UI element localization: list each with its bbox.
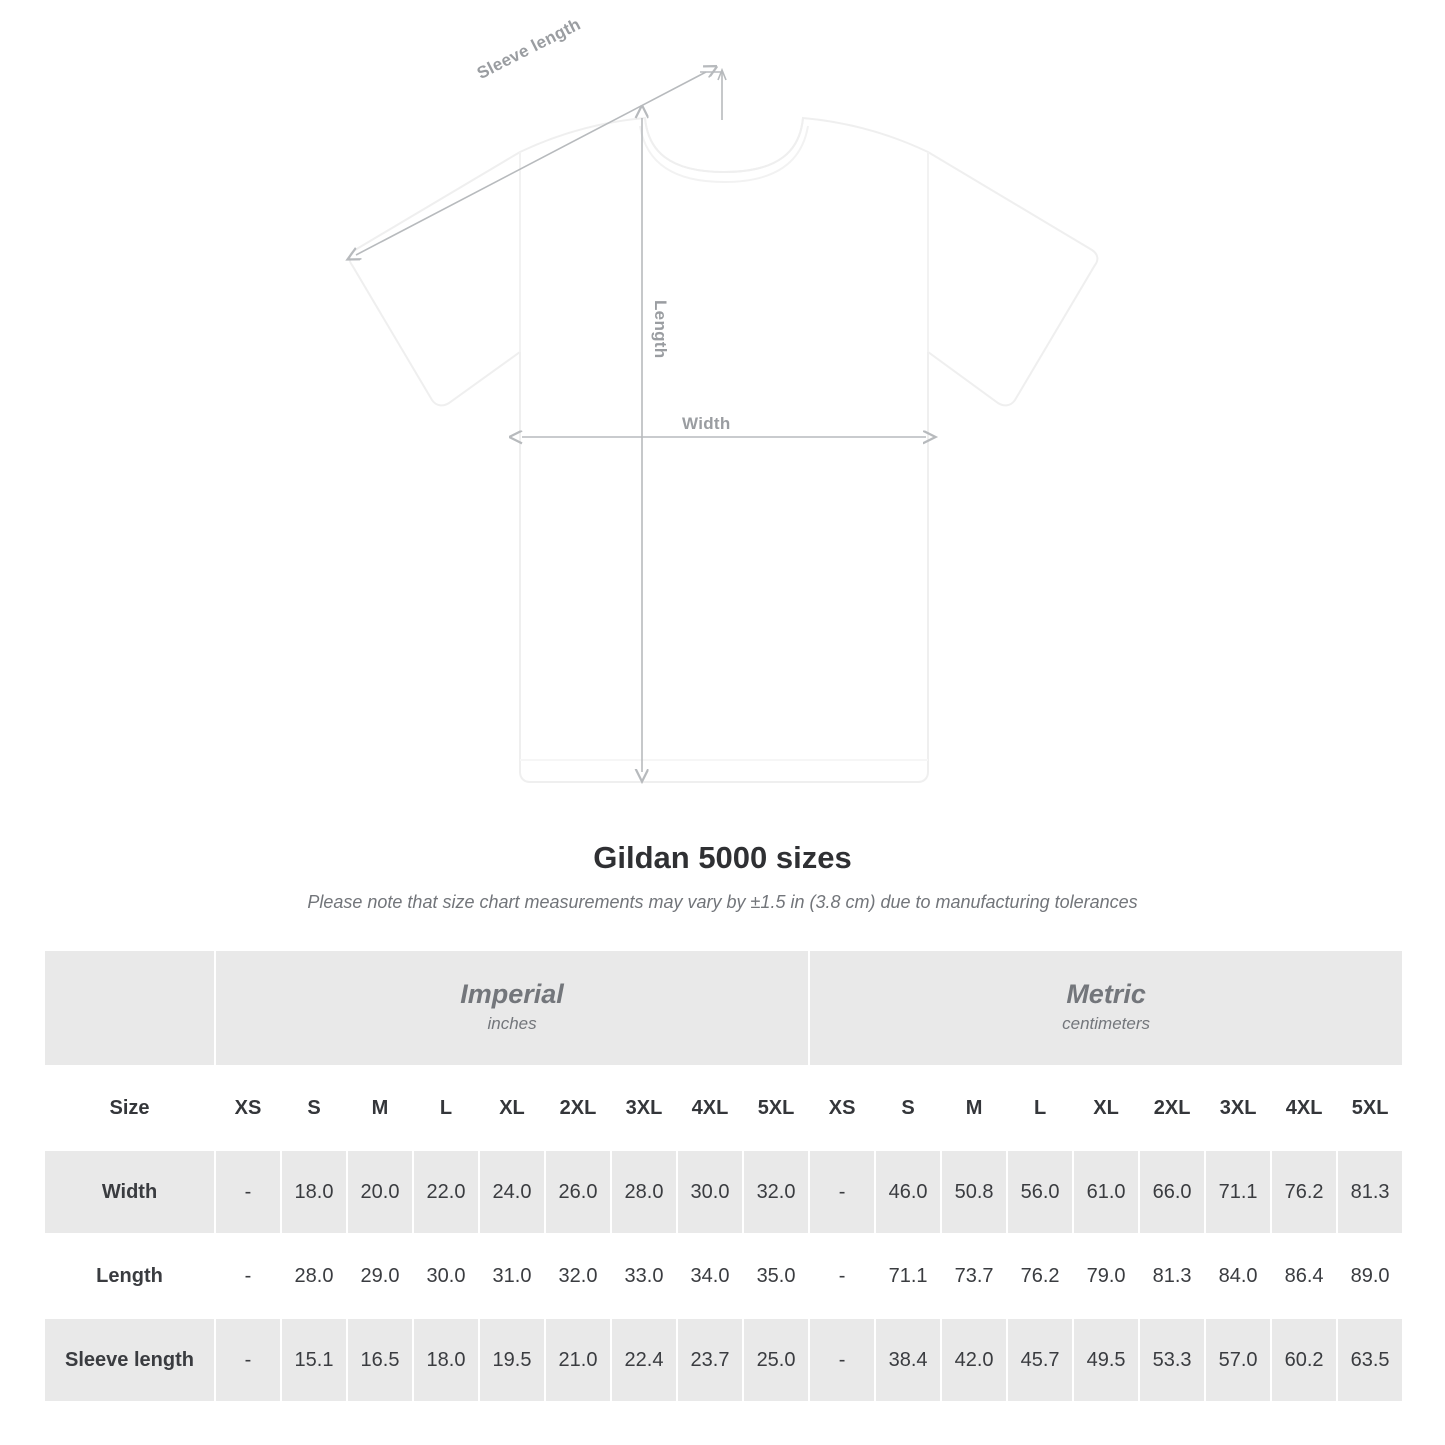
table-row [44,1318,1403,1402]
unit-header-imperial [215,950,809,1066]
cell-sleeve-imp-s: 15.1 [281,1318,347,1402]
cell-width-met-s: 46.0 [875,1150,941,1234]
cell-sleeve-met-2xl: 53.3 [1139,1318,1205,1402]
size-header-imp-m: M [347,1066,413,1150]
cell-width-imp-m: 20.0 [347,1150,413,1234]
unit-sub-imperial: inches [487,1013,537,1033]
cell-length-imp-5xl: 35.0 [743,1234,809,1318]
cell-width-met-2xl: 66.0 [1139,1150,1205,1234]
cell-length-imp-m: 29.0 [347,1234,413,1318]
size-header-met-m: M [941,1066,1007,1150]
size-header-label: Size [44,1066,215,1150]
title-block [0,840,1445,913]
size-header-met-3xl: 3XL [1205,1066,1271,1150]
size-header-imp-s: S [281,1066,347,1150]
size-header-imp-5xl: 5XL [743,1066,809,1150]
cell-length-imp-l: 30.0 [413,1234,479,1318]
cell-width-imp-s: 18.0 [281,1150,347,1234]
cell-length-imp-4xl: 34.0 [677,1234,743,1318]
cell-length-met-2xl: 81.3 [1139,1234,1205,1318]
page-title: Gildan 5000 sizes [593,840,852,875]
cell-sleeve-met-xl: 49.5 [1073,1318,1139,1402]
cell-width-met-xl: 61.0 [1073,1150,1139,1234]
cell-sleeve-imp-2xl: 21.0 [545,1318,611,1402]
cell-sleeve-imp-4xl: 23.7 [677,1318,743,1402]
size-header-imp-xs: XS [215,1066,281,1150]
unit-header-spacer [44,950,215,1066]
cell-width-imp-5xl: 32.0 [743,1150,809,1234]
size-header-imp-3xl: 3XL [611,1066,677,1150]
size-header-imp-2xl: 2XL [545,1066,611,1150]
unit-name-imperial: Imperial [460,978,564,1009]
tshirt-shape [350,118,1098,782]
unit-header-row [44,950,1403,1066]
size-table [43,949,1404,1403]
cell-sleeve-met-4xl: 60.2 [1271,1318,1337,1402]
size-header-met-5xl: 5XL [1337,1066,1403,1150]
cell-length-imp-2xl: 32.0 [545,1234,611,1318]
size-header-met-4xl: 4XL [1271,1066,1337,1150]
cell-length-met-l: 76.2 [1007,1234,1073,1318]
cell-length-met-xl: 79.0 [1073,1234,1139,1318]
cell-width-met-l: 56.0 [1007,1150,1073,1234]
cell-sleeve-met-s: 38.4 [875,1318,941,1402]
tolerance-note: Please note that size chart measurements may vary by ±1.5 in (3.8 cm) due to manufacturing tolerances [307,892,1138,912]
size-header-met-2xl: 2XL [1139,1066,1205,1150]
cell-sleeve-met-3xl: 57.0 [1205,1318,1271,1402]
cell-sleeve-met-m: 42.0 [941,1318,1007,1402]
cell-sleeve-imp-xl: 19.5 [479,1318,545,1402]
size-header-met-xs: XS [809,1066,875,1150]
row-label-sleeve-length: Sleeve length [44,1318,215,1402]
cell-width-met-3xl: 71.1 [1205,1150,1271,1234]
sleeve-length-label: Sleeve length [474,14,584,83]
width-label: Width [682,414,731,433]
cell-sleeve-imp-5xl: 25.0 [743,1318,809,1402]
cell-length-imp-s: 28.0 [281,1234,347,1318]
unit-name-metric: Metric [1066,978,1146,1009]
cell-width-imp-3xl: 28.0 [611,1150,677,1234]
cell-sleeve-met-l: 45.7 [1007,1318,1073,1402]
cell-width-met-xs: - [809,1150,875,1234]
cell-sleeve-imp-m: 16.5 [347,1318,413,1402]
cell-sleeve-imp-3xl: 22.4 [611,1318,677,1402]
size-header-row [44,1066,1403,1150]
cell-length-met-m: 73.7 [941,1234,1007,1318]
size-table-wrap [43,949,1402,1403]
cell-sleeve-imp-l: 18.0 [413,1318,479,1402]
size-header-met-s: S [875,1066,941,1150]
table-row [44,1150,1403,1234]
unit-sub-metric: centimeters [1062,1013,1151,1033]
cell-length-met-4xl: 86.4 [1271,1234,1337,1318]
row-label-length: Length [44,1234,215,1318]
cell-width-met-m: 50.8 [941,1150,1007,1234]
size-header-met-xl: XL [1073,1066,1139,1150]
size-header-imp-xl: XL [479,1066,545,1150]
cell-width-imp-2xl: 26.0 [545,1150,611,1234]
cell-width-imp-xl: 24.0 [479,1150,545,1234]
cell-width-met-5xl: 81.3 [1337,1150,1403,1234]
row-label-width: Width [44,1150,215,1234]
table-row [44,1234,1403,1318]
cell-width-met-4xl: 76.2 [1271,1150,1337,1234]
cell-sleeve-met-5xl: 63.5 [1337,1318,1403,1402]
cell-width-imp-l: 22.0 [413,1150,479,1234]
size-header-imp-4xl: 4XL [677,1066,743,1150]
cell-sleeve-met-xs: - [809,1318,875,1402]
length-label: Length [651,300,670,359]
size-header-imp-l: L [413,1066,479,1150]
unit-header-metric [809,950,1403,1066]
cell-width-imp-4xl: 30.0 [677,1150,743,1234]
cell-length-met-3xl: 84.0 [1205,1234,1271,1318]
cell-length-imp-xs: - [215,1234,281,1318]
cell-length-met-s: 71.1 [875,1234,941,1318]
cell-length-imp-3xl: 33.0 [611,1234,677,1318]
size-header-met-l: L [1007,1066,1073,1150]
cell-width-imp-xs: - [215,1150,281,1234]
cell-length-imp-xl: 31.0 [479,1234,545,1318]
cell-length-met-xs: - [809,1234,875,1318]
cell-sleeve-imp-xs: - [215,1318,281,1402]
cell-length-met-5xl: 89.0 [1337,1234,1403,1318]
